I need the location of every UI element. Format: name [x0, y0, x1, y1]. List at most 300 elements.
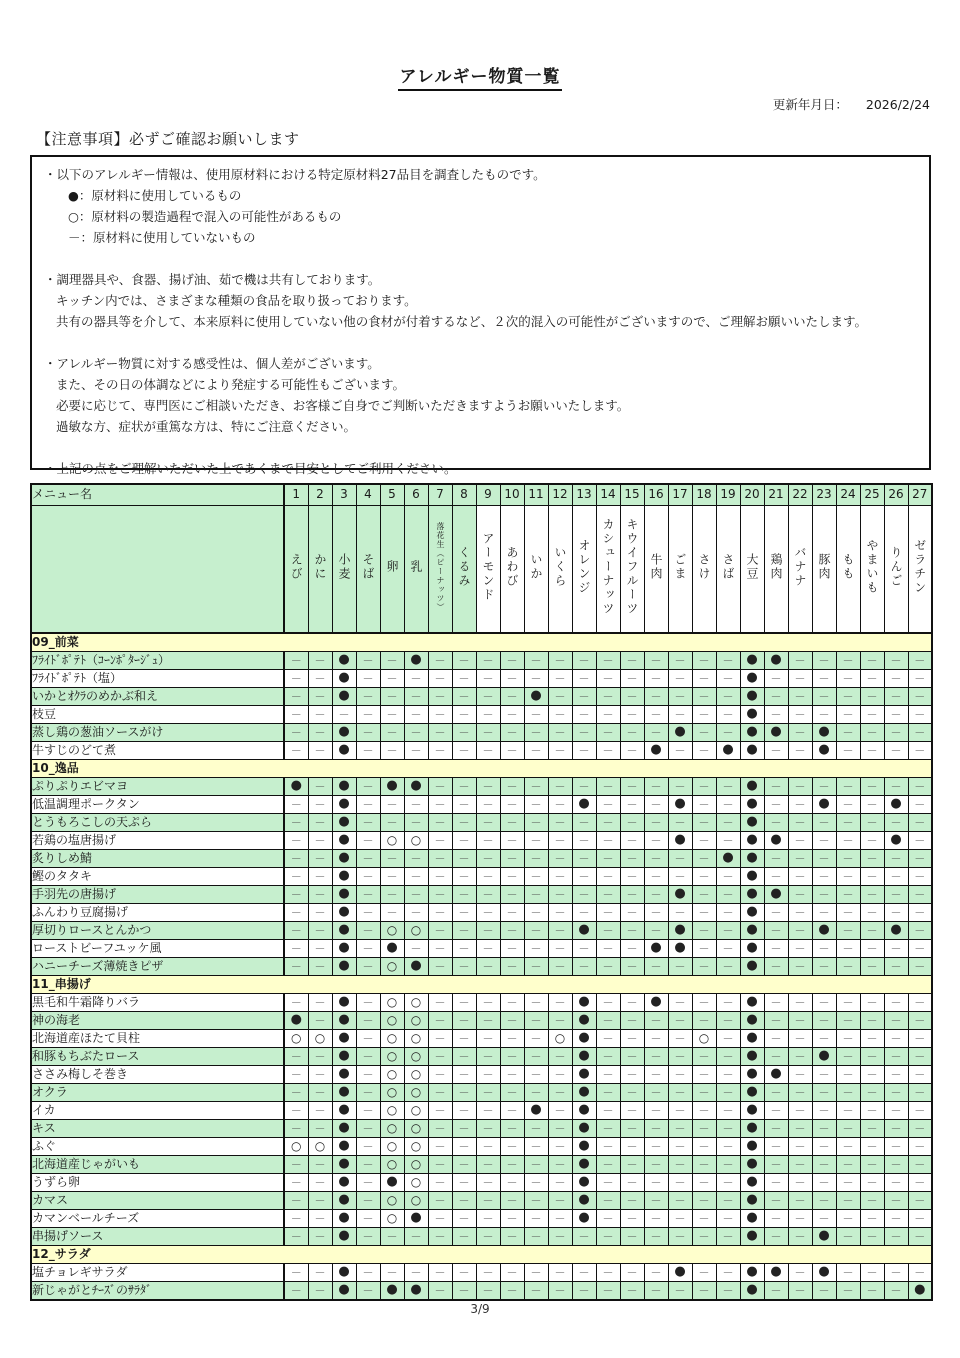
page-title: アレルギー物質一覧	[0, 62, 960, 87]
allergen-mark-cell	[836, 994, 860, 1012]
allergen-mark-cell	[332, 706, 356, 724]
mark-not-used: －	[842, 671, 854, 685]
mark-not-used: －	[410, 869, 422, 883]
allergen-mark-cell	[812, 850, 836, 868]
mark-not-used: －	[914, 833, 926, 847]
mark-not-used: －	[362, 1103, 374, 1117]
mark-not-used: －	[482, 779, 494, 793]
mark-possible-contamination: ○	[386, 1102, 398, 1117]
allergen-mark-cell	[812, 1156, 836, 1174]
mark-not-used: －	[410, 905, 422, 919]
menu-name-cell: キス	[31, 1120, 284, 1138]
mark-not-used: －	[482, 743, 494, 757]
mark-not-used: －	[770, 1031, 782, 1045]
allergen-mark-cell	[308, 814, 332, 832]
mark-used: ●	[338, 1174, 350, 1190]
mark-not-used: －	[434, 941, 446, 955]
table-row	[31, 1084, 932, 1102]
mark-not-used: －	[914, 797, 926, 811]
mark-not-used: －	[482, 1175, 494, 1189]
mark-not-used: －	[458, 689, 470, 703]
allergen-mark-cell	[692, 1210, 716, 1228]
allergen-mark-cell	[572, 850, 596, 868]
mark-not-used: －	[362, 725, 374, 739]
mark-used: ●	[746, 922, 758, 938]
mark-used: ●	[746, 724, 758, 740]
allergen-mark-cell	[836, 814, 860, 832]
mark-not-used: －	[506, 1085, 518, 1099]
allergen-mark-cell	[908, 706, 932, 724]
allergen-mark-cell	[332, 814, 356, 832]
table-row	[31, 1120, 932, 1138]
menu-name-cell: 低温調理ポークタン	[31, 796, 284, 814]
allergen-mark-cell	[716, 1012, 740, 1030]
allergen-name-label: 鶏肉	[769, 553, 783, 582]
allergen-mark-cell	[692, 868, 716, 886]
allergen-mark-cell	[644, 814, 668, 832]
mark-not-used: －	[794, 1193, 806, 1207]
mark-not-used: －	[290, 743, 302, 757]
table-row	[31, 652, 932, 670]
mark-not-used: －	[314, 1049, 326, 1063]
mark-not-used: －	[578, 905, 590, 919]
allergen-mark-cell	[644, 724, 668, 742]
mark-not-used: －	[314, 797, 326, 811]
allergen-mark-cell	[716, 1120, 740, 1138]
mark-not-used: －	[458, 995, 470, 1009]
header-name-row	[31, 506, 932, 634]
allergen-name-cell	[908, 506, 932, 634]
allergen-mark-cell	[764, 706, 788, 724]
section-header-row	[31, 760, 932, 778]
allergen-mark-cell	[860, 922, 884, 940]
mark-not-used: －	[770, 1229, 782, 1243]
mark-not-used: －	[506, 815, 518, 829]
mark-used: ●	[578, 1210, 590, 1226]
allergen-mark-cell	[836, 670, 860, 688]
allergen-mark-cell	[860, 1174, 884, 1192]
mark-not-used: －	[842, 779, 854, 793]
mark-not-used: －	[554, 1211, 566, 1225]
allergen-mark-cell	[836, 940, 860, 958]
mark-not-used: －	[626, 887, 638, 901]
allergen-mark-cell	[644, 922, 668, 940]
allergen-mark-cell	[356, 652, 380, 670]
mark-not-used: －	[842, 833, 854, 847]
mark-not-used: －	[794, 1175, 806, 1189]
menu-name-cell: ぷりぷりエビマヨ	[31, 778, 284, 796]
mark-used: ●	[818, 1264, 830, 1280]
mark-not-used: －	[554, 1121, 566, 1135]
mark-not-used: －	[866, 1103, 878, 1117]
allergen-mark-cell	[500, 778, 524, 796]
mark-not-used: －	[506, 1229, 518, 1243]
allergen-mark-cell	[764, 742, 788, 760]
section-header-row	[31, 633, 932, 652]
mark-not-used: －	[482, 833, 494, 847]
mark-not-used: －	[602, 725, 614, 739]
allergen-mark-cell	[524, 652, 548, 670]
mark-not-used: －	[626, 1265, 638, 1279]
allergen-mark-cell	[620, 850, 644, 868]
allergen-mark-cell	[668, 940, 692, 958]
mark-not-used: －	[818, 653, 830, 667]
allergen-mark-cell	[356, 1174, 380, 1192]
mark-not-used: －	[866, 671, 878, 685]
allergen-mark-cell	[476, 1120, 500, 1138]
mark-used: ●	[650, 994, 662, 1010]
mark-not-used: －	[506, 833, 518, 847]
allergen-number-cell: 9	[476, 484, 500, 506]
mark-not-used: －	[914, 1067, 926, 1081]
allergen-mark-cell	[308, 922, 332, 940]
allergen-mark-cell	[452, 1156, 476, 1174]
mark-not-used: －	[434, 1211, 446, 1225]
mark-not-used: －	[626, 905, 638, 919]
allergen-mark-cell	[452, 652, 476, 670]
allergen-mark-cell	[500, 724, 524, 742]
allergen-mark-cell	[308, 706, 332, 724]
mark-not-used: －	[362, 923, 374, 937]
mark-not-used: －	[866, 887, 878, 901]
mark-not-used: －	[626, 1283, 638, 1297]
allergen-mark-cell	[548, 850, 572, 868]
mark-not-used: －	[410, 725, 422, 739]
allergen-mark-cell	[380, 1102, 404, 1120]
allergen-mark-cell	[716, 688, 740, 706]
mark-not-used: －	[794, 959, 806, 973]
allergen-mark-cell	[452, 958, 476, 976]
mark-not-used: －	[290, 869, 302, 883]
allergen-mark-cell	[692, 706, 716, 724]
allergen-mark-cell	[668, 688, 692, 706]
mark-used: ●	[338, 1120, 350, 1136]
mark-not-used: －	[434, 887, 446, 901]
allergen-mark-cell	[620, 940, 644, 958]
mark-not-used: －	[554, 1175, 566, 1189]
mark-not-used: －	[458, 1211, 470, 1225]
allergen-mark-cell	[332, 994, 356, 1012]
allergen-mark-cell	[740, 1228, 764, 1246]
allergen-mark-cell	[716, 1174, 740, 1192]
allergen-mark-cell	[716, 670, 740, 688]
allergen-mark-cell	[716, 724, 740, 742]
menu-name-cell: 串揚げソース	[31, 1228, 284, 1246]
allergen-mark-cell	[284, 850, 308, 868]
mark-not-used: －	[410, 671, 422, 685]
allergen-mark-cell	[788, 706, 812, 724]
mark-not-used: －	[410, 743, 422, 757]
allergen-mark-cell	[524, 1192, 548, 1210]
mark-not-used: －	[794, 671, 806, 685]
mark-not-used: －	[674, 1049, 686, 1063]
table-header	[31, 484, 932, 633]
allergen-mark-cell	[452, 778, 476, 796]
mark-used: ●	[338, 940, 350, 956]
allergen-mark-cell	[380, 1120, 404, 1138]
mark-not-used: －	[818, 815, 830, 829]
allergen-mark-cell	[548, 670, 572, 688]
mark-not-used: －	[674, 1139, 686, 1153]
allergen-mark-cell	[620, 994, 644, 1012]
table-row	[31, 994, 932, 1012]
mark-not-used: －	[914, 1049, 926, 1063]
allergen-mark-cell	[860, 1264, 884, 1282]
mark-not-used: －	[314, 671, 326, 685]
allergen-name-label: ごま	[673, 553, 687, 582]
mark-not-used: －	[530, 941, 542, 955]
note-line: －：原材料に使用していないもの	[68, 230, 256, 245]
table-row	[31, 1264, 932, 1282]
mark-not-used: －	[722, 779, 734, 793]
allergen-mark-cell	[764, 1120, 788, 1138]
mark-not-used: －	[482, 887, 494, 901]
allergen-mark-cell	[356, 1264, 380, 1282]
mark-used: ●	[410, 1282, 422, 1298]
allergen-mark-cell	[668, 1282, 692, 1301]
mark-not-used: －	[650, 815, 662, 829]
mark-not-used: －	[770, 1283, 782, 1297]
mark-not-used: －	[770, 1103, 782, 1117]
mark-not-used: －	[626, 725, 638, 739]
allergen-mark-cell	[452, 886, 476, 904]
allergen-mark-cell	[860, 778, 884, 796]
mark-not-used: －	[482, 905, 494, 919]
allergen-mark-cell	[356, 1012, 380, 1030]
allergen-mark-cell	[764, 1084, 788, 1102]
allergen-mark-cell	[596, 1048, 620, 1066]
allergen-number-cell: 14	[596, 484, 620, 506]
mark-not-used: －	[434, 779, 446, 793]
allergen-name-label: オレンジ	[577, 539, 591, 596]
allergen-name-cell	[308, 506, 332, 634]
allergen-mark-cell	[476, 1228, 500, 1246]
allergen-mark-cell	[428, 1282, 452, 1301]
mark-used: ●	[338, 814, 350, 830]
allergen-mark-cell	[332, 1138, 356, 1156]
mark-not-used: －	[506, 887, 518, 901]
mark-not-used: －	[914, 743, 926, 757]
mark-not-used: －	[434, 905, 446, 919]
allergen-mark-cell	[500, 706, 524, 724]
allergen-mark-cell	[380, 778, 404, 796]
mark-possible-contamination: ○	[386, 1012, 398, 1027]
mark-used: ●	[770, 724, 782, 740]
allergen-mark-cell	[332, 1012, 356, 1030]
allergen-mark-cell	[308, 1282, 332, 1301]
allergen-mark-cell	[548, 940, 572, 958]
allergen-mark-cell	[548, 742, 572, 760]
mark-not-used: －	[434, 1067, 446, 1081]
allergen-mark-cell	[740, 1174, 764, 1192]
mark-not-used: －	[650, 1103, 662, 1117]
allergen-mark-cell	[572, 1102, 596, 1120]
mark-not-used: －	[722, 1067, 734, 1081]
mark-not-used: －	[626, 707, 638, 721]
allergen-number-cell: 11	[524, 484, 548, 506]
allergen-mark-cell	[404, 994, 428, 1012]
allergen-mark-cell	[596, 1282, 620, 1301]
allergen-mark-cell	[860, 1102, 884, 1120]
allergen-name-cell	[572, 506, 596, 634]
note-line: 必要に応じて、専門医にご相談いただき、お客様ご自身でご判断いただきますようお願いいたします。	[56, 398, 630, 413]
allergen-mark-cell	[284, 1138, 308, 1156]
allergen-mark-cell	[284, 688, 308, 706]
allergen-mark-cell	[572, 1228, 596, 1246]
allergen-mark-cell	[812, 724, 836, 742]
allergen-mark-cell	[668, 1120, 692, 1138]
allergen-mark-cell	[308, 832, 332, 850]
mark-not-used: －	[842, 1283, 854, 1297]
updated-date-label: 更新年月日：	[772, 97, 848, 112]
allergen-mark-cell	[404, 742, 428, 760]
table-row	[31, 1030, 932, 1048]
allergen-mark-cell	[788, 886, 812, 904]
section-name-cell: 11_串揚げ	[31, 976, 932, 994]
allergen-mark-cell	[380, 1012, 404, 1030]
mark-not-used: －	[866, 797, 878, 811]
mark-not-used: －	[794, 851, 806, 865]
allergen-mark-cell	[524, 1210, 548, 1228]
allergen-name-label: さば	[721, 553, 735, 582]
allergen-mark-cell	[860, 1138, 884, 1156]
allergen-mark-cell	[740, 706, 764, 724]
mark-not-used: －	[722, 869, 734, 883]
allergen-mark-cell	[548, 1228, 572, 1246]
allergen-mark-cell	[500, 886, 524, 904]
mark-used: ●	[338, 1264, 350, 1280]
allergen-mark-cell	[860, 886, 884, 904]
mark-not-used: －	[362, 1067, 374, 1081]
allergen-name-label: そば	[361, 553, 375, 582]
allergen-mark-cell	[860, 1066, 884, 1084]
allergen-mark-cell	[500, 1102, 524, 1120]
allergen-mark-cell	[452, 850, 476, 868]
mark-used: ●	[746, 994, 758, 1010]
allergen-mark-cell	[524, 940, 548, 958]
mark-not-used: －	[290, 1175, 302, 1189]
mark-used: ●	[338, 850, 350, 866]
mark-possible-contamination: ○	[386, 1138, 398, 1153]
mark-not-used: －	[602, 743, 614, 757]
allergen-mark-cell	[692, 796, 716, 814]
mark-not-used: －	[770, 689, 782, 703]
allergen-mark-cell	[308, 742, 332, 760]
allergen-mark-cell	[668, 886, 692, 904]
allergen-mark-cell	[836, 1192, 860, 1210]
mark-not-used: －	[698, 779, 710, 793]
mark-used: ●	[746, 778, 758, 794]
mark-not-used: －	[362, 671, 374, 685]
allergen-mark-cell	[548, 1048, 572, 1066]
mark-not-used: －	[890, 725, 902, 739]
mark-not-used: －	[602, 1211, 614, 1225]
allergen-mark-cell	[524, 1282, 548, 1301]
allergen-mark-cell	[356, 886, 380, 904]
mark-not-used: －	[602, 1229, 614, 1243]
mark-not-used: －	[530, 653, 542, 667]
allergen-mark-cell	[404, 1084, 428, 1102]
allergen-mark-cell	[836, 1012, 860, 1030]
allergen-mark-cell	[740, 1210, 764, 1228]
allergen-mark-cell	[764, 1228, 788, 1246]
allergen-name-label: 落花生（ピーナッツ）	[436, 522, 445, 613]
mark-not-used: －	[914, 1121, 926, 1135]
mark-used: ●	[578, 1156, 590, 1172]
note-line: 過敏な方、症状が重篤な方は、特にご注意ください。	[56, 419, 357, 434]
mark-not-used: －	[842, 815, 854, 829]
allergen-mark-cell	[428, 868, 452, 886]
mark-not-used: －	[698, 1067, 710, 1081]
allergen-mark-cell	[596, 1192, 620, 1210]
mark-not-used: －	[554, 1085, 566, 1099]
mark-not-used: －	[530, 1013, 542, 1027]
allergen-mark-cell	[500, 1084, 524, 1102]
allergen-mark-cell	[308, 1156, 332, 1174]
mark-not-used: －	[386, 653, 398, 667]
allergen-mark-cell	[308, 1192, 332, 1210]
mark-not-used: －	[482, 707, 494, 721]
allergen-mark-cell	[788, 1138, 812, 1156]
allergen-name-cell	[788, 506, 812, 634]
allergen-mark-cell	[812, 1030, 836, 1048]
mark-not-used: －	[602, 1265, 614, 1279]
mark-not-used: －	[458, 941, 470, 955]
allergen-mark-cell	[764, 1174, 788, 1192]
mark-not-used: －	[650, 797, 662, 811]
allergen-mark-cell	[884, 1138, 908, 1156]
allergen-mark-cell	[692, 1138, 716, 1156]
allergen-mark-cell	[380, 724, 404, 742]
mark-not-used: －	[770, 1157, 782, 1171]
mark-not-used: －	[602, 671, 614, 685]
allergen-mark-cell	[428, 1192, 452, 1210]
mark-not-used: －	[770, 923, 782, 937]
mark-not-used: －	[554, 851, 566, 865]
allergen-mark-cell	[500, 688, 524, 706]
note-group	[42, 458, 919, 479]
mark-not-used: －	[290, 1265, 302, 1279]
allergen-mark-cell	[428, 922, 452, 940]
mark-not-used: －	[698, 1139, 710, 1153]
allergen-mark-cell	[908, 1066, 932, 1084]
table-row	[31, 1282, 932, 1301]
mark-possible-contamination: ○	[386, 922, 398, 937]
mark-not-used: －	[362, 707, 374, 721]
mark-not-used: －	[482, 1121, 494, 1135]
mark-not-used: －	[290, 959, 302, 973]
allergen-mark-cell	[668, 742, 692, 760]
menu-name-cell: カマンベールチーズ	[31, 1210, 284, 1228]
mark-not-used: －	[842, 797, 854, 811]
allergen-mark-cell	[284, 1084, 308, 1102]
menu-name-cell: 牛すじのどて煮	[31, 742, 284, 760]
allergen-mark-cell	[740, 1012, 764, 1030]
mark-not-used: －	[674, 905, 686, 919]
mark-not-used: －	[530, 797, 542, 811]
mark-used: ●	[746, 1084, 758, 1100]
mark-not-used: －	[482, 941, 494, 955]
mark-not-used: －	[290, 833, 302, 847]
allergen-mark-cell	[908, 994, 932, 1012]
allergen-name-cell	[884, 506, 908, 634]
menu-name-cell: 蒸し鶏の葱油ソースがけ	[31, 724, 284, 742]
mark-not-used: －	[434, 1193, 446, 1207]
mark-not-used: －	[722, 923, 734, 937]
allergen-mark-cell	[572, 1174, 596, 1192]
allergen-mark-cell	[452, 1048, 476, 1066]
allergen-mark-cell	[404, 922, 428, 940]
